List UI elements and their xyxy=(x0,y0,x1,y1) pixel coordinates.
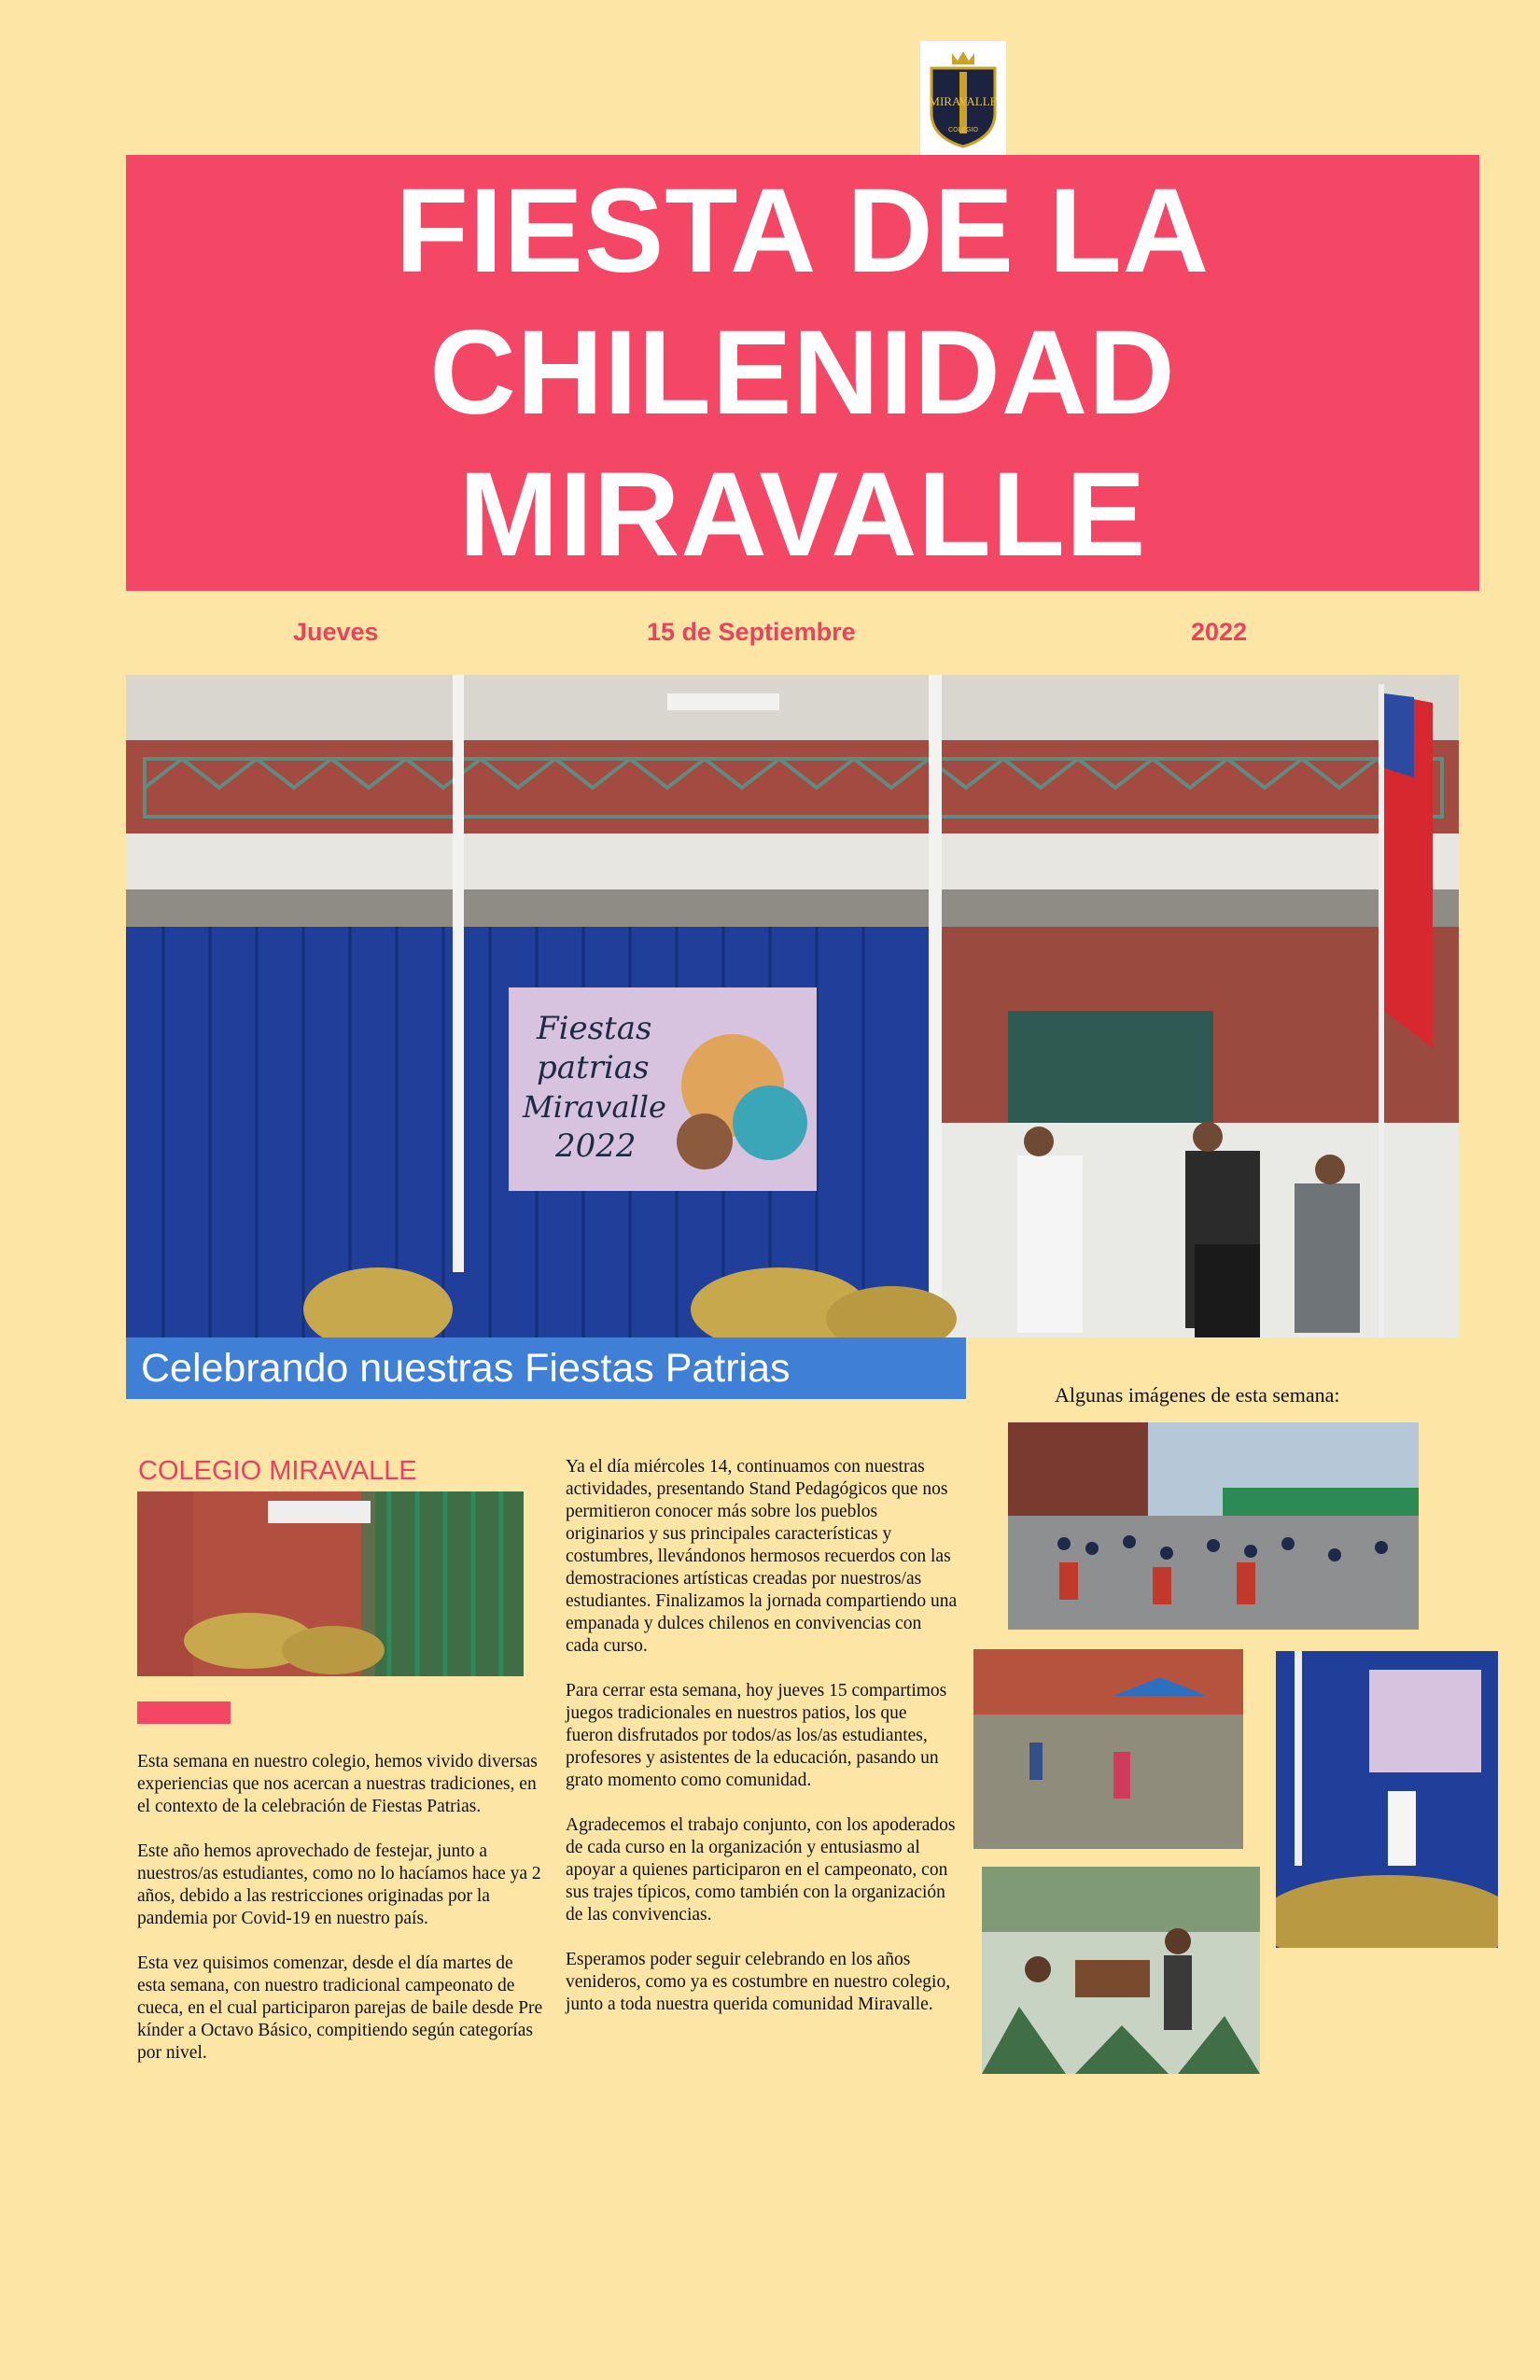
hero-sign-line-4: 2022 xyxy=(555,1127,637,1165)
column2-paragraph-1: Ya el día miércoles 14, continuamos con nuestras actividades, presentando Stand Pedagógicos que nos permitieron conocer más sobre los pueblos originarios y sus principales características y costumbres, llevándonos hermosos recuerdos con las demostraciones artísticas creadas por nuestros/as estudiantes. Finalizamos la jornada compartiendo una empanada y dulces chilenos en convivencias con cada curso. xyxy=(566,1457,958,1656)
shield-icon xyxy=(926,48,1001,148)
hero-sign-line-2: patrias xyxy=(537,1049,650,1086)
column1-paragraph-2: Este año hemos aprovechado de festejar, junto a nuestros/as estudiantes, como no lo hacíamos hace ya 2 años, debido a las restricciones originadas por la pandemia por Covid-19 en nuestro país. xyxy=(137,1841,541,1928)
dateline-date: 15 de Septiembre xyxy=(647,618,856,646)
column2-paragraph-3: Agradecemos el trabajo conjunto, con los apoderados de cada curso en la organización y entusiasmo al apoyar a quienes participaron en el campeonato, con sus trajes típicos, como también con la organización de las convivencias. xyxy=(566,1815,956,1925)
banner-line-1: FIESTA DE LA xyxy=(395,163,1211,298)
dateline-year: 2022 xyxy=(1191,618,1248,646)
hero-sign-line-1: Fiestas xyxy=(537,1010,652,1047)
gallery-photo-1 xyxy=(1008,1422,1419,1630)
title-banner xyxy=(126,155,1479,591)
column2-paragraph-4: Esperamos poder seguir celebrando en los años venideros, como ya es costumbre en nuestro colegio, junto a toda nuestra querida comunidad Miravalle. xyxy=(566,1950,951,2014)
hero-photo xyxy=(126,675,1459,1337)
school-logo xyxy=(920,41,1006,155)
subtitle-text: Celebrando nuestras Fiestas Patrias xyxy=(141,1345,791,1391)
banner-line-2: CHILENIDAD xyxy=(429,305,1176,440)
column1-paragraph-3: Esta vez quisimos comenzar, desde el día martes de esta semana, con nuestro tradicional campeonato de cueca, en el cual participaron parejas de baile desde Pre kínder a Octavo Básico, compitiendo según categorías por nivel. xyxy=(137,1953,543,2063)
logo-text: MIRAVALLE xyxy=(929,94,998,108)
gallery-photo-2 xyxy=(973,1649,1243,1849)
gallery-photo-3 xyxy=(1276,1651,1498,1948)
column2-text xyxy=(566,1456,958,2038)
column1-text xyxy=(137,1751,543,2087)
subtitle-bar xyxy=(126,1337,966,1399)
dateline-day: Jueves xyxy=(293,618,379,646)
column-photo xyxy=(137,1491,524,1676)
accent-bar xyxy=(137,1701,231,1724)
column1-paragraph-1: Esta semana en nuestro colegio, hemos vivido diversas experiencias que nos acercan a nuestras tradiciones, en el contexto de la celebración de Fiestas Patrias. xyxy=(137,1752,538,1816)
column2-paragraph-2: Para cerrar esta semana, hoy jueves 15 compartimos juegos tradicionales en nuestros patios, los que fueron disfrutados por todos/as los/as estudiantes, profesores y asistentes de la educación, pasando un grato momento como comunidad. xyxy=(566,1681,947,1790)
hero-sign-line-3: Miravalle xyxy=(523,1089,666,1125)
banner-line-3: MIRAVALLE xyxy=(458,447,1147,581)
gallery-caption: Algunas imágenes de esta semana: xyxy=(1055,1383,1340,1407)
logo-subtext: COLEGIO xyxy=(948,127,978,133)
gallery-photo-4 xyxy=(982,1867,1260,2074)
column-heading: COLEGIO MIRAVALLE xyxy=(138,1456,417,1486)
